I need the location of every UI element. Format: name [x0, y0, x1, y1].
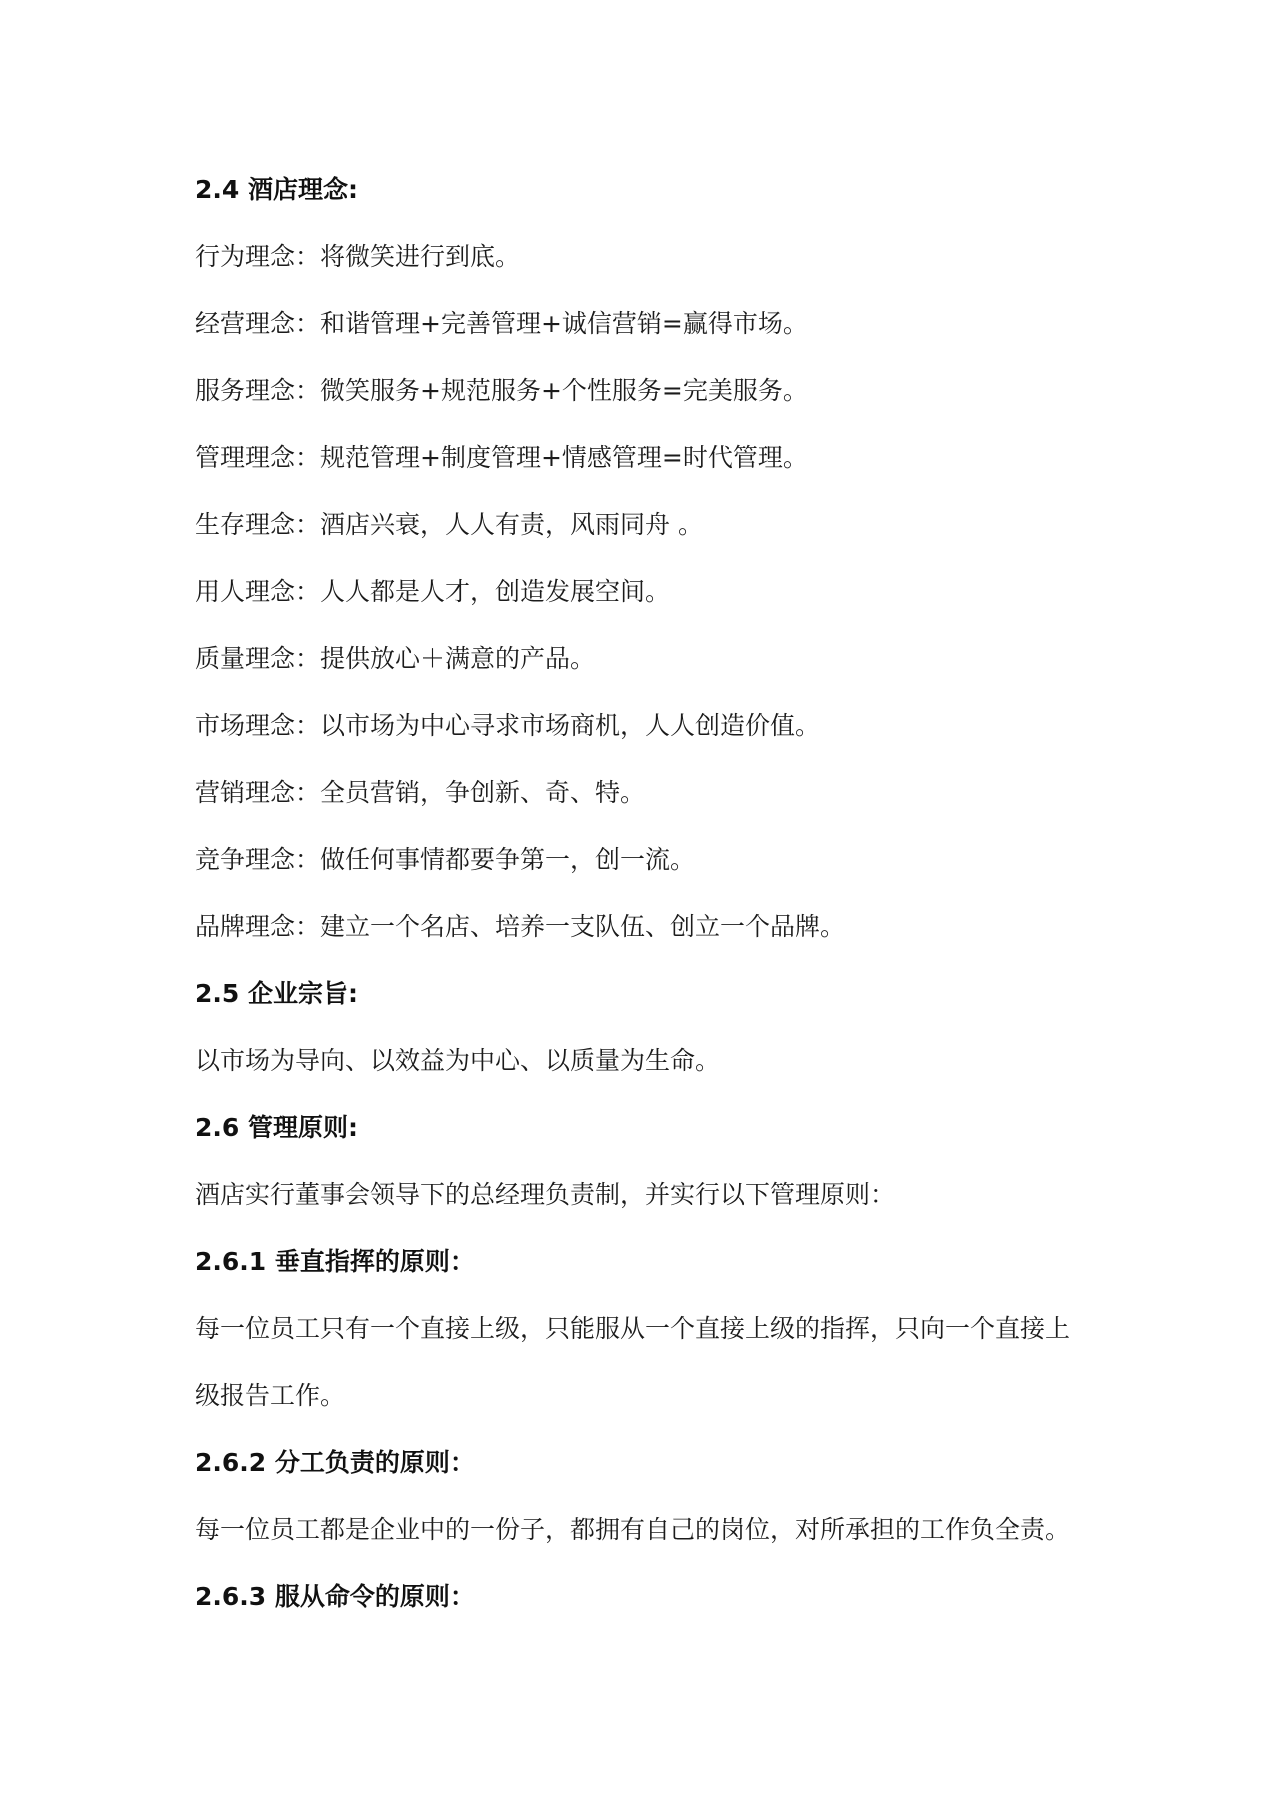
concept-item-survival: 生存理念：酒店兴衰，人人有责，风雨同舟 。 [195, 510, 703, 539]
concept-item-staffing: 用人理念：人人都是人才，创造发展空间。 [195, 577, 671, 606]
subsection-heading-2-6-1: 2.6.1 垂直指挥的原则： [195, 1247, 475, 1276]
concept-item-quality: 质量理念：提供放心＋满意的产品。 [195, 644, 596, 673]
concept-item-marketing: 营销理念：全员营销，争创新、奇、特。 [195, 778, 646, 807]
section-text-2-6: 酒店实行董事会领导下的总经理负责制，并实行以下管理原则： [195, 1180, 896, 1209]
concept-item-service: 服务理念：微笑服务+规范服务+个性服务=完美服务。 [195, 376, 808, 405]
subsection-text-2-6-2: 每一位员工都是企业中的一份子，都拥有自己的岗位，对所承担的工作负全责。 [195, 1515, 1071, 1544]
subsection-heading-2-6-3: 2.6.3 服从命令的原则： [195, 1582, 475, 1611]
concept-item-brand: 品牌理念：建立一个名店、培养一支队伍、创立一个品牌。 [195, 912, 846, 941]
section-text-2-5: 以市场为导向、以效益为中心、以质量为生命。 [195, 1046, 721, 1075]
subsection-text-2-6-1-line2: 级报告工作。 [195, 1381, 346, 1410]
concept-item-management: 管理理念：规范管理+制度管理+情感管理=时代管理。 [195, 443, 808, 472]
section-heading-2-5: 2.5 企业宗旨: [195, 979, 358, 1008]
section-heading-2-6: 2.6 管理原则: [195, 1113, 358, 1142]
concept-item-market: 市场理念：以市场为中心寻求市场商机，人人创造价值。 [195, 711, 821, 740]
subsection-text-2-6-1-line1: 每一位员工只有一个直接上级，只能服从一个直接上级的指挥，只向一个直接上 [195, 1314, 1071, 1343]
concept-item-operation: 经营理念：和谐管理+完善管理+诚信营销=赢得市场。 [195, 309, 808, 338]
concept-item-conduct: 行为理念：将微笑进行到底。 [195, 242, 521, 271]
subsection-heading-2-6-2: 2.6.2 分工负责的原则： [195, 1448, 475, 1477]
concept-item-competition: 竞争理念：做任何事情都要争第一，创一流。 [195, 845, 696, 874]
section-heading-2-4: 2.4 酒店理念: [195, 175, 358, 204]
